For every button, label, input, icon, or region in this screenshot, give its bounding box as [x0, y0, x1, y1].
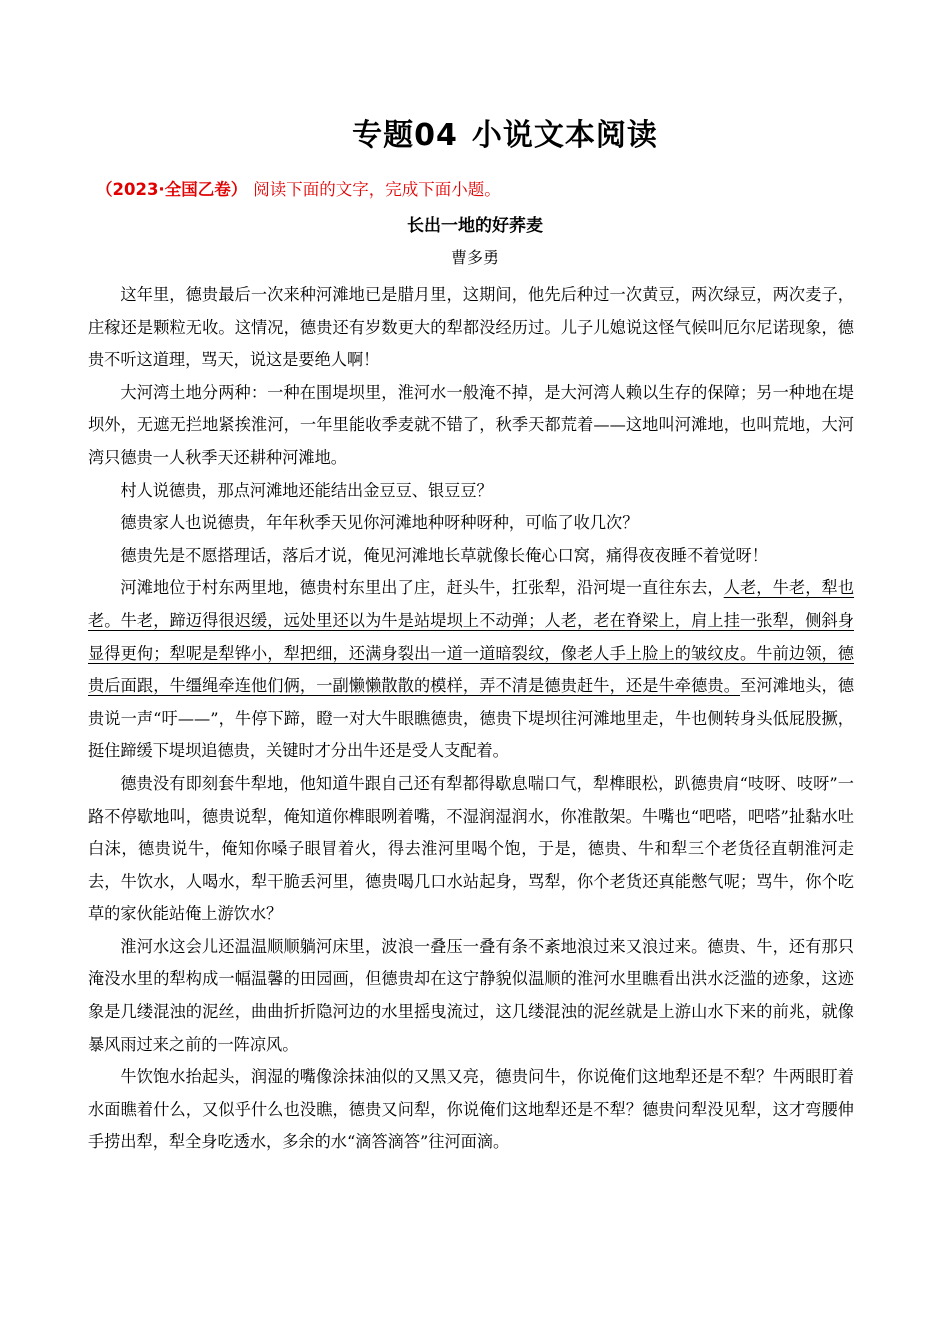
topic-title: 小说文本阅读	[471, 118, 658, 153]
paragraph-text: 河滩地位于村东两里地，德贵村东里出了庄，赶头牛，扛张犁，沿河堤一直往东去，	[120, 578, 724, 598]
paragraph: 这年里，德贵最后一次来种河滩地已是腊月里，这期间，他先后种过一次黄豆，两次绿豆，两次麦子，庄稼还是颗粒无收。这情况，德贵还有岁数更大的犁都没经历过。儿子儿媳说这怪气候叫厄尔尼诺现象，德贵不听这道理，骂天，说这是要绝人啊！	[88, 285, 854, 370]
story-author: 曹多勇	[450, 248, 499, 267]
topic-code: 专题04	[352, 118, 458, 153]
paragraph: 牛饮饱水抬起头，润湿的嘴像涂抹油似的又黑又亮，德贵问牛，你说俺们这地犁还是不犁？牛两眼盯着水面瞧着什么，又似乎什么也没瞧，德贵又问犁，你说俺们这地犁还是不犁？德贵问犁没见犁，这才弯腰伸手捞出犁，犁全身吃透水，多余的水“滴答滴答”往河面滴。	[88, 1067, 854, 1152]
paragraph: 大河湾土地分两种：一种在围堤坝里，淮河水一般淹不掉，是大河湾人赖以生存的保障；另一种地在堤坝外，无遮无拦地紧挨淮河，一年里能收季麦就不错了，秋季天都荒着——这地叫河滩地，也叫荒地，大河湾只德贵一人秋季天还耕种河滩地。	[88, 382, 854, 467]
story-title: 长出一地的好荞麦	[407, 216, 543, 236]
story-body	[88, 279, 854, 1159]
instruction-text: 阅读下面的文字，完成下面小题。	[253, 180, 501, 199]
question-intro	[96, 176, 856, 204]
paragraph-with-underline	[88, 572, 854, 768]
paragraph: 村人说德贵，那点河滩地还能结出金豆豆、银豆豆？	[120, 480, 493, 500]
paragraph: 淮河水这会儿还温温顺顺躺河床里，波浪一叠压一叠有条不紊地浪过来又浪过来。德贵、牛，还有那只淹没水里的犁构成一幅温馨的田园画，但德贵却在这宁静貌似温顺的淮河水里瞧看出洪水泛滥的迹象，这迹象是几缕混浊的泥丝，曲曲折折隐河边的水里摇曳流过，这几缕混浊的泥丝就是上游山水下来的前兆，就像暴风雨过来之前的一阵凉风。	[88, 936, 854, 1054]
paragraph: 德贵家人也说德贵，年年秋季天见你河滩地种呀种呀种，可临了收几次？	[120, 513, 639, 533]
underlined-passage: 人老，牛老，犁也老。牛老，蹄迈得很迟缓，远处里还以为牛是站堤坝上不动弹；人老，老在脊梁上，肩上挂一张犁，侧斜身显得更佝；犁呢是犁铧小，犁把细，还满身裂出一道一道暗裂纹，像老人手上脸上的皱纹皮。牛前边领，德贵后面跟，牛缰绳牵连他们俩，一副懒懒散散的模样，弄不清是德贵赶牛，还是牛牵德贵。	[88, 578, 855, 696]
paragraph-text: 至河滩地头，德贵说一声“吁——”，牛停下蹄，瞪一对大牛眼瞧德贵，德贵下堤坝往河滩地里走，牛也侧转身头低屁股撅，挺住蹄缓下堤坝追德贵，关键时才分出牛还是受人支配着。	[88, 676, 855, 761]
page-title	[0, 112, 950, 160]
exam-source: （2023·全国乙卷）	[96, 180, 248, 199]
paragraph: 德贵没有即刻套牛犁地，他知道牛跟自己还有犁都得歇息喘口气，犁榫眼松，趴德贵肩“吱呀、吱呀”一路不停歇地叫，德贵说犁，俺知道你榫眼咧着嘴，不湿润湿润水，你准散架。牛嘴也“吧嗒，吧嗒”扯黏水吐白沫，德贵说牛，俺知你嗓子眼冒着火，得去淮河里喝个饱，于是，德贵、牛和犁三个老货径直朝淮河走去，牛饮水，人喝水，犁干脆丢河里，德贵喝几口水站起身，骂犁，你个老货还真能憋气呢；骂牛，你个吃草的家伙能站俺上游饮水？	[88, 773, 854, 924]
paragraph: 德贵先是不愿搭理话，落后才说，俺见河滩地长草就像长俺心口窝，痛得夜夜睡不着觉呀！	[120, 545, 768, 565]
